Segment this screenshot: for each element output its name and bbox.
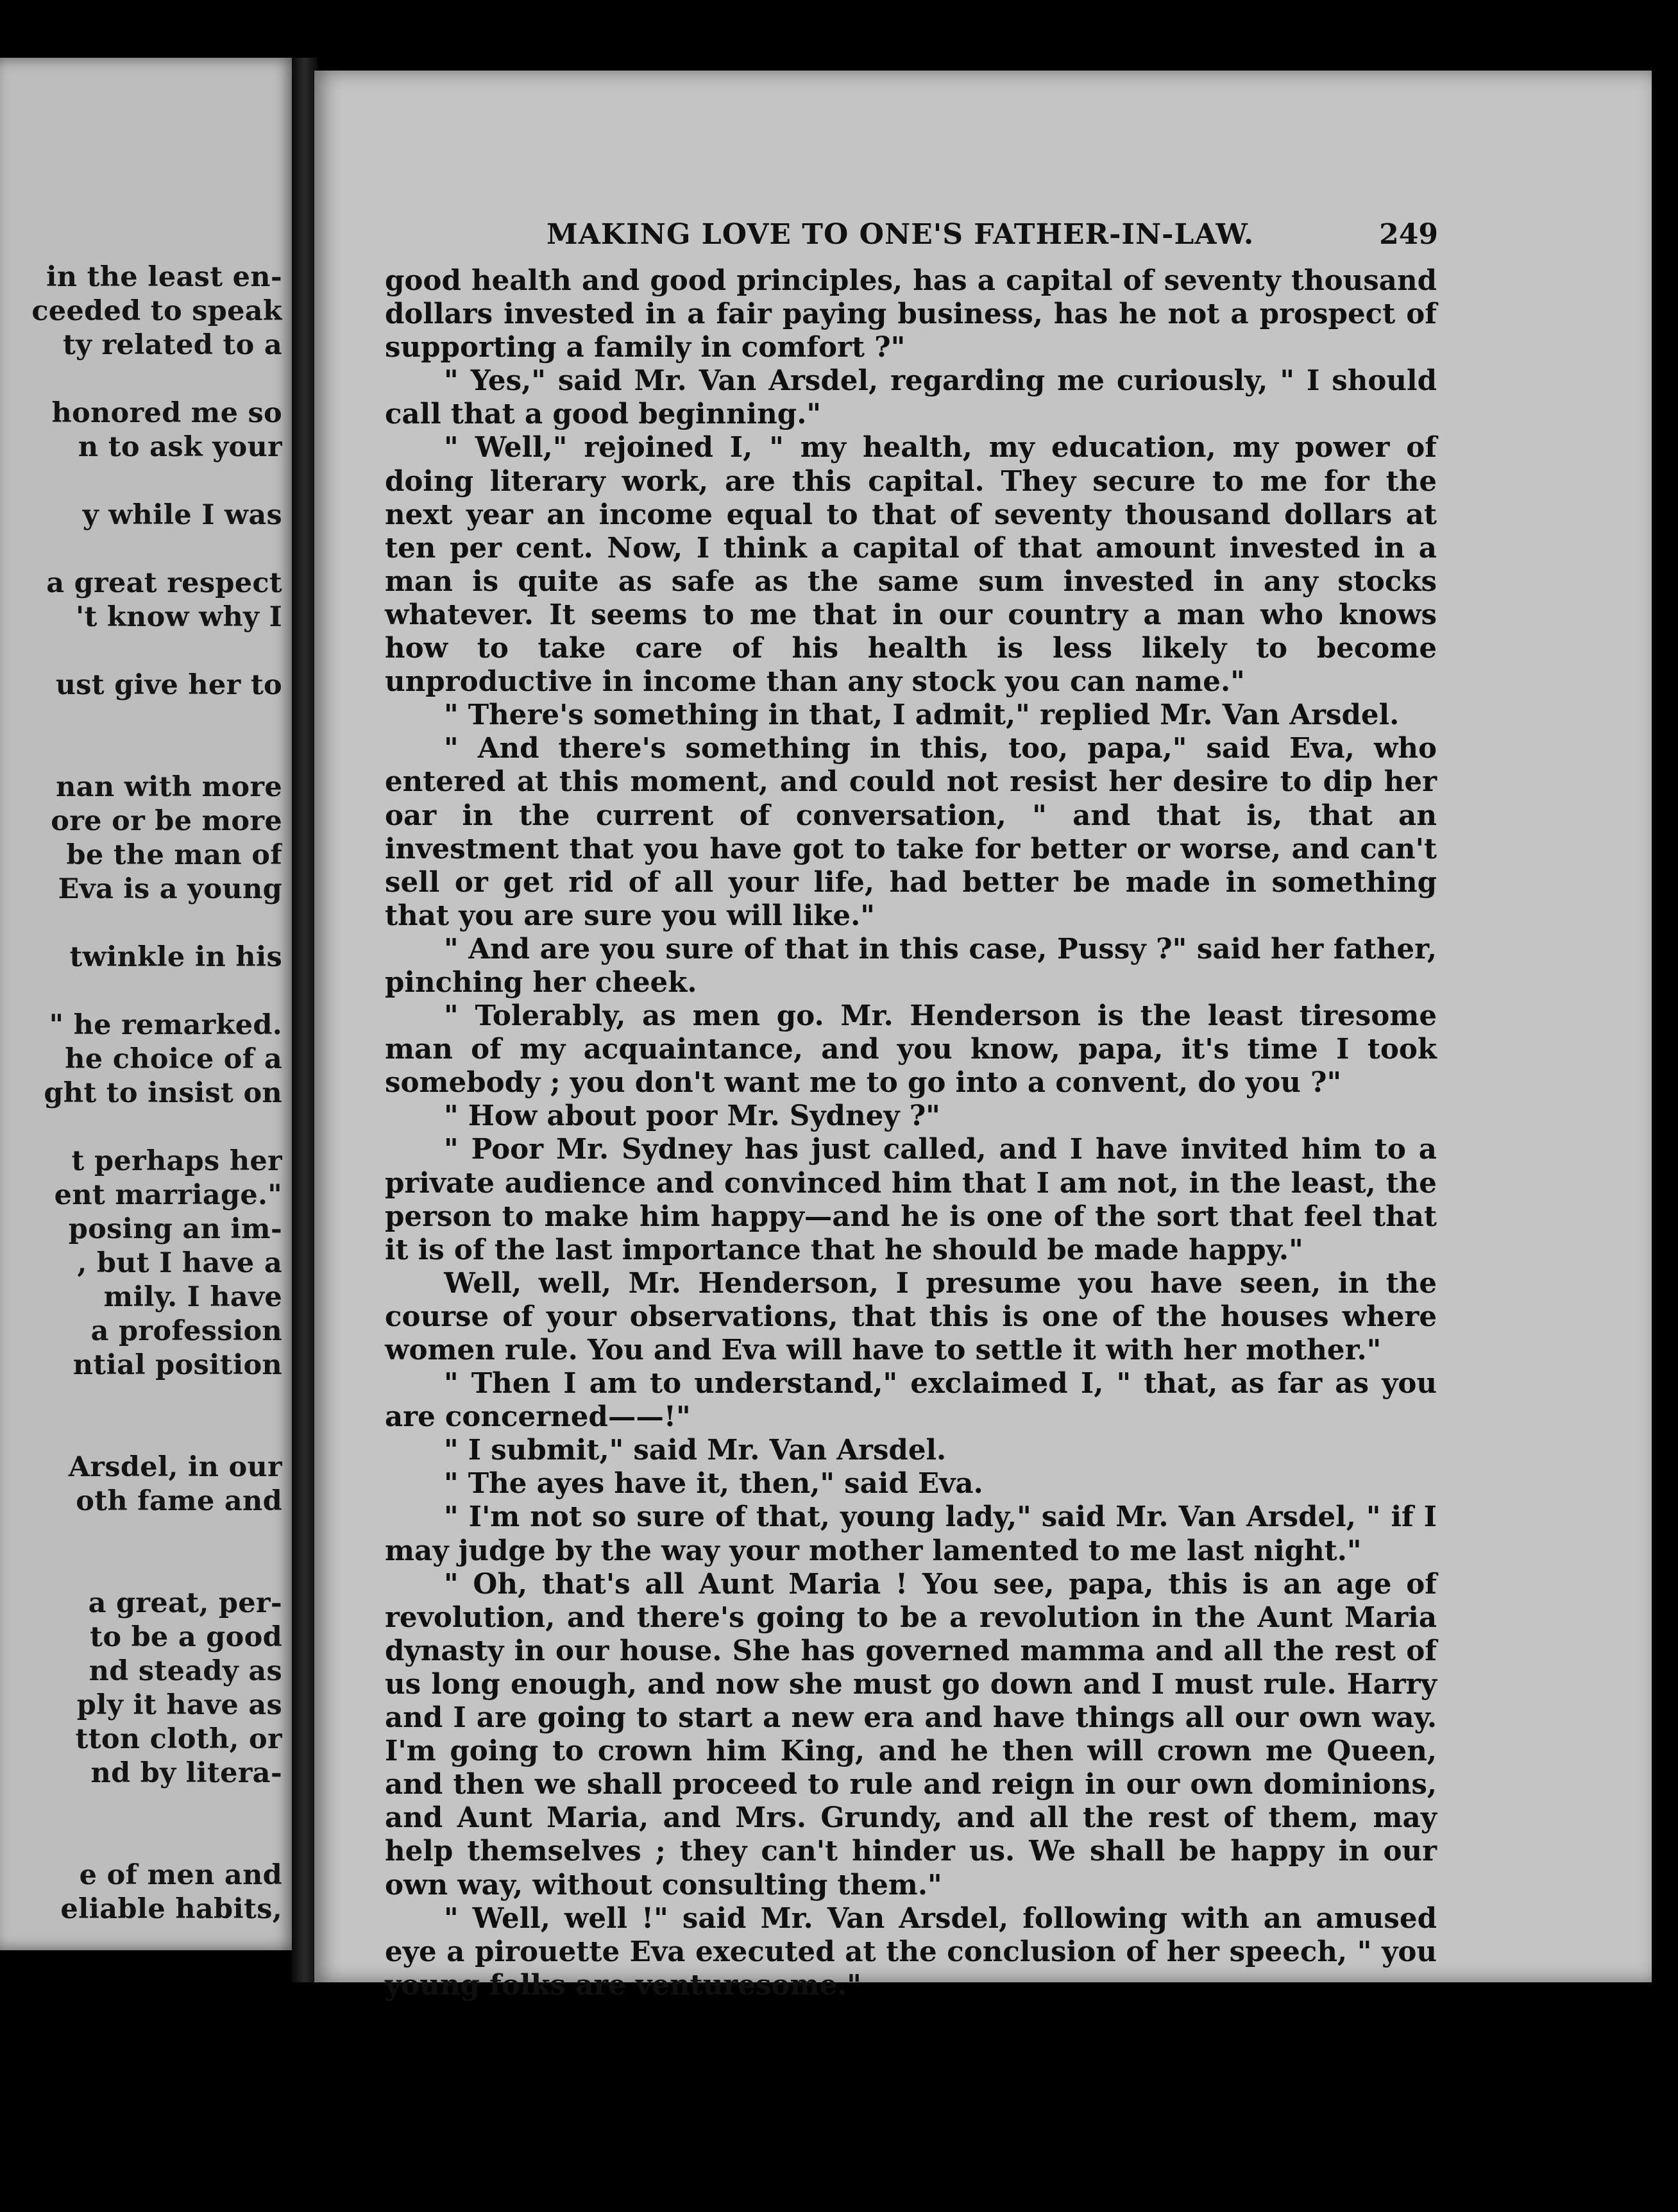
left-page-line: " he remarked. xyxy=(49,1009,282,1041)
left-page-line: nan with more xyxy=(56,771,282,803)
paragraph: " How about poor Mr. Sydney ?" xyxy=(444,1100,940,1133)
left-page-line xyxy=(0,702,282,736)
left-page-line xyxy=(0,1825,282,1859)
right-page xyxy=(314,71,1652,2002)
left-page-line: honored me so xyxy=(51,397,282,429)
left-page-line xyxy=(0,974,282,1008)
left-page-line: 't know why I xyxy=(76,601,282,633)
book-gutter xyxy=(292,58,318,1982)
paragraph: " Tolerably, as men go. Mr. Henderson is the least tiresome man of my acquaintance, and you know, papa, it's time I took somebody ; you don't want me to go into a convent, do you ?" xyxy=(385,1000,1437,1100)
left-page-line: a profession xyxy=(90,1315,282,1347)
paragraph: " And there's something in this, too, papa," said Eva, who entered at this moment, and could not resist her desire to dip her oar in the current of conversation, " and that is, that an investment that you have got to take for better or worse, and can't sell or get rid of all your life, had better be made in something that you are sure you will like." xyxy=(385,732,1437,932)
left-page-line: posing an im- xyxy=(68,1213,282,1245)
left-page-line: ntial position xyxy=(72,1349,282,1381)
left-page-line: tton cloth, or xyxy=(75,1723,282,1755)
running-head: MAKING LOVE TO ONE'S FATHER-IN-LAW. xyxy=(547,218,1255,251)
left-page-line: Eva is a young xyxy=(58,873,282,905)
left-page-line: t perhaps her xyxy=(71,1145,282,1177)
left-page-line: Arsdel, in our xyxy=(68,1451,282,1483)
paragraph: good health and good principles, has a capital of seventy thousand dollars invested in a fair paying business, has he not a prospect of supporting a family in comfort ?" xyxy=(385,264,1437,364)
left-page-line xyxy=(0,634,282,668)
left-page-line: to be a good xyxy=(90,1621,282,1653)
left-page-line xyxy=(0,362,282,396)
left-page-line: oth fame and xyxy=(76,1485,282,1517)
left-page-line: n to ask your xyxy=(78,431,282,463)
left-page-lines xyxy=(0,260,282,1927)
paragraph: " Poor Mr. Sydney has just called, and I have invited him to a private audience and convinced him that I am not, in the least, the person to make him happy—and he is one of the sort that feel that it is of the last importance that he should be made happy." xyxy=(385,1133,1437,1266)
left-page-line: a great respect xyxy=(46,567,282,599)
paragraph: " Well, well !" said Mr. Van Arsdel, following with an amused eye a pirouette Eva executed at the conclusion of her speech, " you young folks are venturesome." xyxy=(385,1901,1437,2002)
left-page-line: eliable habits, xyxy=(60,1893,282,1925)
paragraph: " The ayes have it, then," said Eva. xyxy=(444,1467,983,1501)
left-page-line xyxy=(0,532,282,566)
paragraph: " I'm not so sure of that, young lady," said Mr. Van Arsdel, " if I may judge by the way your mother lamented to me last night." xyxy=(385,1501,1437,1567)
left-page-line xyxy=(0,1553,282,1587)
paragraph: " Yes," said Mr. Van Arsdel, regarding me curiously, " I should call that a good beginning." xyxy=(385,364,1437,431)
paragraph: Well, well, Mr. Henderson, I presume you have seen, in the course of your observations, that this is one of the houses where women rule. You and Eva will have to settle it with her mother." xyxy=(385,1266,1437,1366)
left-page-line xyxy=(0,1519,282,1553)
left-page-line: nd steady as xyxy=(89,1655,282,1687)
left-page-line: y while I was xyxy=(82,499,282,531)
left-page-line: be the man of xyxy=(66,839,282,871)
paragraph: " And are you sure of that in this case, Pussy ?" said her father, pinching her cheek. xyxy=(385,932,1437,999)
left-page-line: ust give her to xyxy=(55,669,282,701)
paragraph: " I submit," said Mr. Van Arsdel. xyxy=(444,1434,947,1467)
paragraph: " Oh, that's all Aunt Maria ! You see, papa, this is an age of revolution, and there's going to be a revolution in the Aunt Maria dynasty in our house. She has governed mamma and all the rest of us long enough, and now she must go down and I must rule. Harry and I are going to start a new era and have things all our own way. I'm going to crown him King, and he then will crown me Queen, and then we shall proceed to rule and reign in our own dominions, and Aunt Maria, and Mrs. Grundy, and all the rest of them, may help themselves ; they can't hinder us. We shall be happy in our own way, without consulting them." xyxy=(385,1567,1437,1901)
left-page-line xyxy=(0,906,282,940)
left-page-line: ght to insist on xyxy=(44,1077,282,1109)
left-page-line: nd by litera- xyxy=(90,1757,282,1789)
left-page-line xyxy=(0,1110,282,1144)
left-page-line xyxy=(0,464,282,498)
left-page-line: mily. I have xyxy=(103,1281,282,1313)
left-page-line: ply it have as xyxy=(76,1689,282,1721)
page-header xyxy=(314,218,1652,263)
left-page-line xyxy=(0,1791,282,1825)
left-page-line: ty related to a xyxy=(62,329,282,361)
page-number: 249 xyxy=(1379,218,1438,251)
left-page-line: , but I have a xyxy=(77,1247,282,1279)
left-page-line: e of men and xyxy=(79,1859,282,1891)
left-page-line: ent marriage." xyxy=(54,1179,282,1211)
paragraph: " Well," rejoined I, " my health, my education, my power of doing literary work, are this capital. They secure to me for the next year an income equal to that of seventy thousand dollars at ten per cent. Now, I think a capital of that amount invested in a man is quite as safe as the same sum invested in any stocks whatever. It seems to me that in our country a man who knows how to take care of his health is less likely to become unproductive in income than any stock you can name." xyxy=(385,431,1437,699)
left-page-line: a great, per- xyxy=(88,1587,282,1619)
body-text xyxy=(385,264,1437,2002)
left-page-line xyxy=(0,736,282,770)
left-page-line xyxy=(0,1382,282,1417)
paragraph: " There's something in that, I admit," replied Mr. Van Arsdel. xyxy=(444,699,1400,732)
left-page-line: in the least en- xyxy=(46,261,282,293)
paragraph: " Then I am to understand," exclaimed I, " that, as far as you are concerned——!" xyxy=(385,1367,1437,1434)
left-page-line: twinkle in his xyxy=(69,941,282,973)
left-page-fragment xyxy=(0,58,295,1950)
left-page-line xyxy=(0,1417,282,1451)
left-page-line: ore or be more xyxy=(51,805,282,837)
left-page-line: he choice of a xyxy=(65,1043,282,1075)
left-page-line: ceeded to speak xyxy=(31,295,282,327)
